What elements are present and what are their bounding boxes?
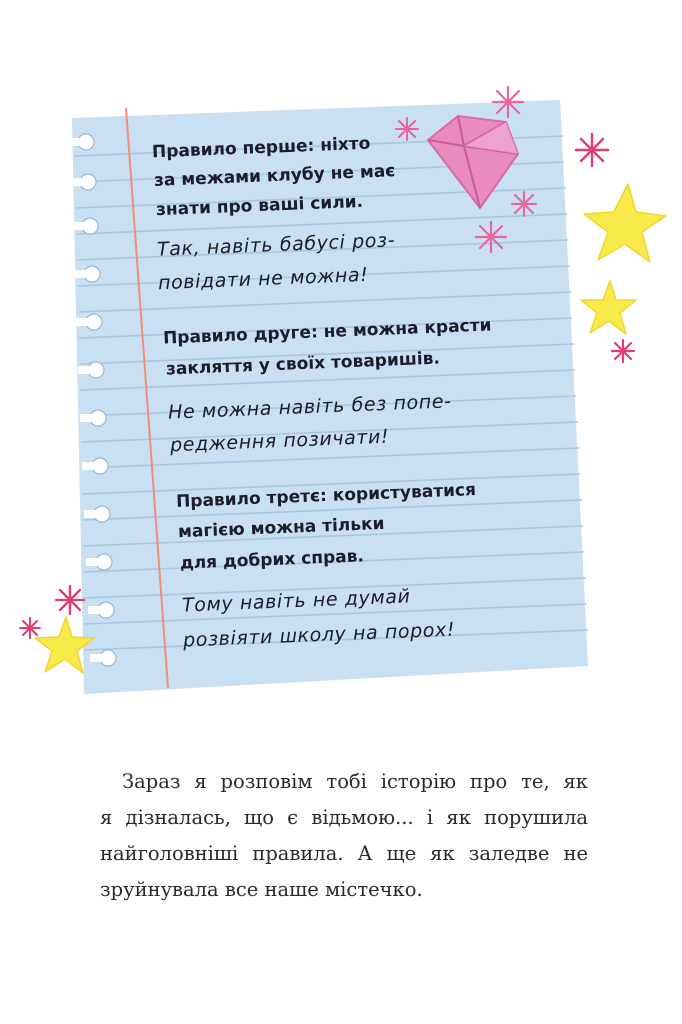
- star-icon: [32, 614, 98, 676]
- rule-2-title-line-1: Правило друге: не можна красти: [162, 315, 492, 349]
- rule-2-note-line-1: Не можна навіть без попе-: [167, 390, 452, 424]
- rule-1-note-line-1: Так, навіть бабусі роз-: [156, 229, 396, 261]
- story-paragraph: [100, 764, 588, 908]
- rule-1-title-line-3: знати про ваші сили.: [155, 191, 364, 221]
- sparkle-icon: [610, 338, 636, 364]
- rule-3-title-line-1: Правило третє: користуватися: [175, 479, 477, 513]
- sparkle-icon: [474, 220, 508, 254]
- paragraph-line-3: найголовніші правила. А ще як заледве не: [100, 842, 588, 865]
- star-icon: [580, 180, 670, 266]
- sparkle-icon: [394, 116, 420, 142]
- rule-3-note-line-1: Тому навіть не думай: [181, 585, 411, 617]
- rule-1-note-line-2: повідати не можна!: [157, 263, 369, 295]
- sparkle-icon: [510, 190, 538, 218]
- rule-2-note-line-2: редження позичати!: [169, 425, 390, 457]
- paragraph-line-2: я дізналась, що є відьмою... і як порушила: [100, 806, 588, 829]
- paragraph-line-4: зруйнувала все наше містечко.: [100, 878, 423, 901]
- sparkle-icon: [54, 584, 86, 616]
- star-icon: [578, 278, 640, 338]
- rule-1-title-line-2: за межами клубу не має: [153, 161, 396, 191]
- rule-2-title-line-2: закляття у своїх товаришів.: [165, 348, 441, 380]
- rule-3-note-line-2: розвіяти школу на порох!: [182, 618, 456, 652]
- rule-1-title-line-1: Правило перше: ніхто: [151, 133, 371, 163]
- rule-3-title-line-3: для добрих справ.: [179, 546, 365, 574]
- rule-3-title-line-2: магією можна тільки: [177, 513, 385, 543]
- sparkle-icon: [574, 132, 610, 168]
- sparkle-icon: [490, 84, 526, 120]
- paragraph-line-1: Зараз я розповім тобі історію про те, як: [122, 770, 588, 793]
